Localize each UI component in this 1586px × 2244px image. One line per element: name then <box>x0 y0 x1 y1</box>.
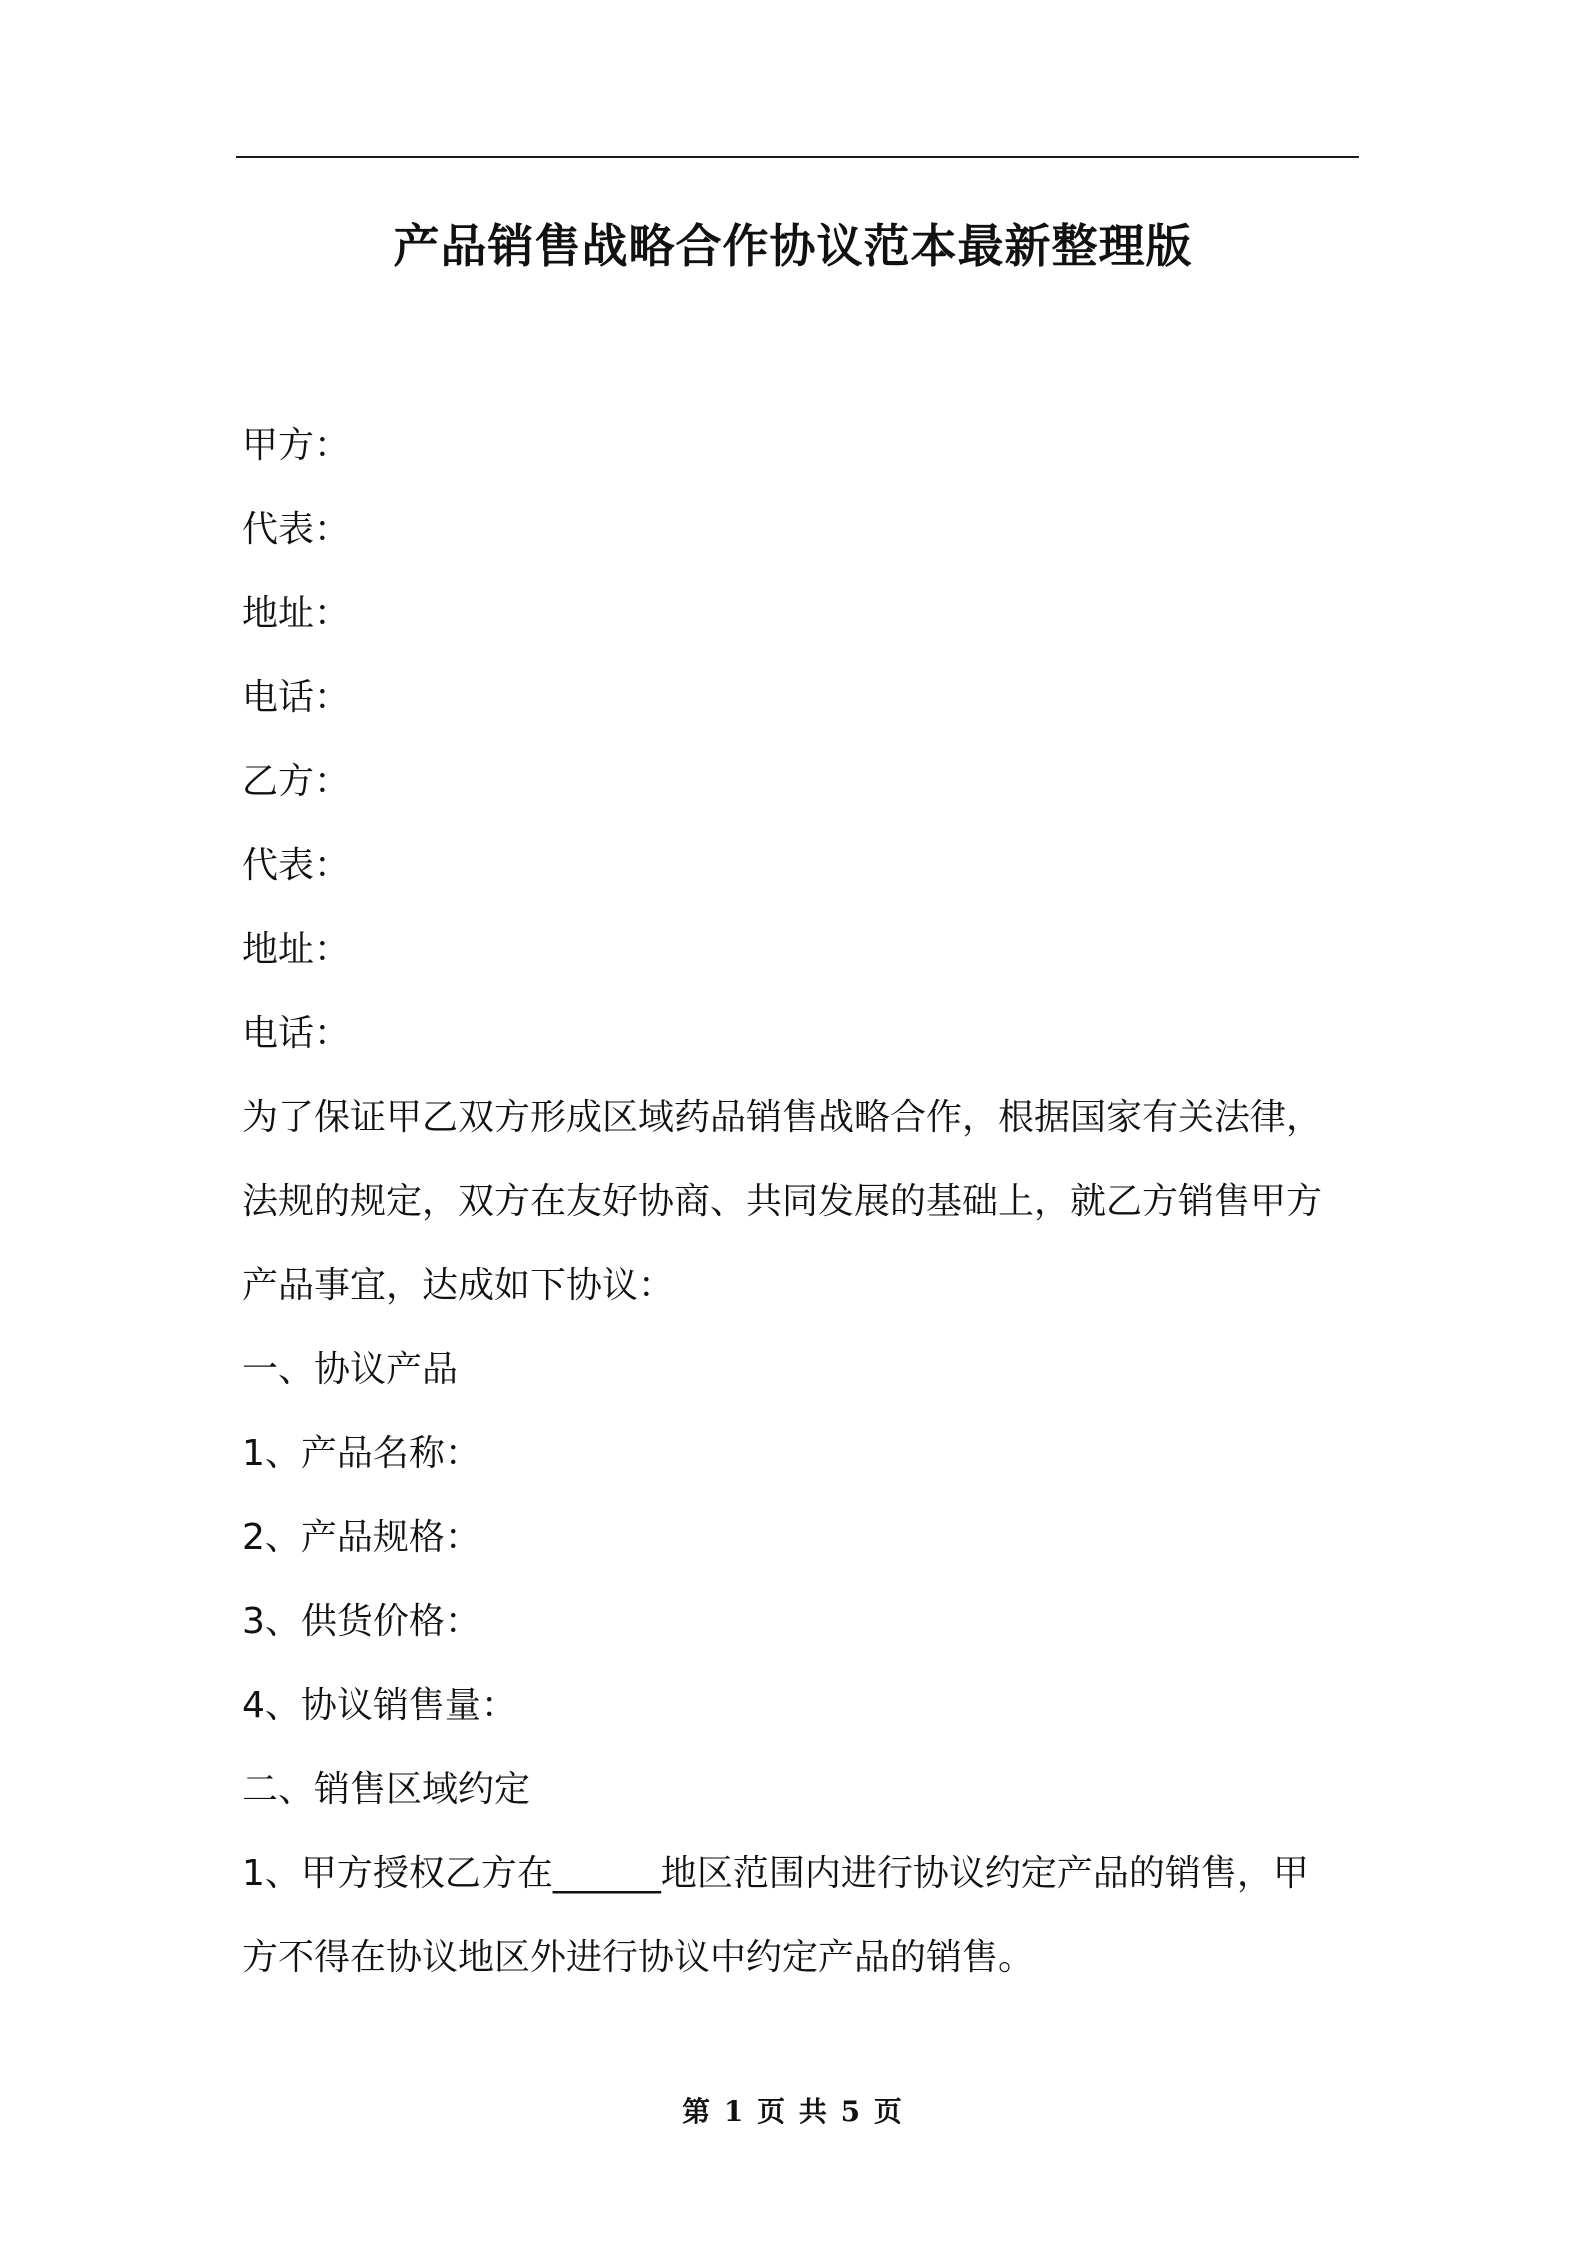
party-b-address-label: 地址： <box>242 929 351 970</box>
party-b-label: 乙方： <box>242 761 351 802</box>
preamble-line-1: 为了保证甲乙双方形成区域药品销售战略合作，根据国家有关法律， <box>242 1097 1323 1138</box>
supply-price-item: 3、供货价格： <box>242 1601 481 1642</box>
party-b-representative-label: 代表： <box>242 845 351 886</box>
preamble-line-3: 产品事宜，达成如下协议： <box>242 1265 675 1306</box>
document-body <box>242 404 1362 2000</box>
region-clause-line-1: 1、甲方授权乙方在______地区范围内进行协议约定产品的销售，甲 <box>242 1853 1309 1894</box>
preamble-line-2: 法规的规定，双方在友好协商、共同发展的基础上，就乙方销售甲方 <box>242 1181 1323 1222</box>
header-rule <box>236 156 1359 158</box>
party-b-phone-label: 电话： <box>242 1013 351 1054</box>
party-a-label: 甲方： <box>242 425 351 466</box>
section-heading-sales-region: 二、销售区域约定 <box>242 1769 531 1810</box>
product-name-item: 1、产品名称： <box>242 1433 481 1474</box>
page-number-footer: 第 1 页 共 5 页 <box>682 2095 904 2128</box>
region-clause-line-2: 方不得在协议地区外进行协议中约定产品的销售。 <box>242 1937 1035 1978</box>
party-a-phone-label: 电话： <box>242 677 351 718</box>
product-spec-item: 2、产品规格： <box>242 1517 481 1558</box>
party-a-representative-label: 代表： <box>242 509 351 550</box>
sales-volume-item: 4、协议销售量： <box>242 1685 517 1726</box>
document-title: 产品销售战略合作协议范本最新整理版 <box>393 219 1193 273</box>
section-heading-products: 一、协议产品 <box>242 1349 459 1390</box>
party-a-address-label: 地址： <box>242 593 351 634</box>
